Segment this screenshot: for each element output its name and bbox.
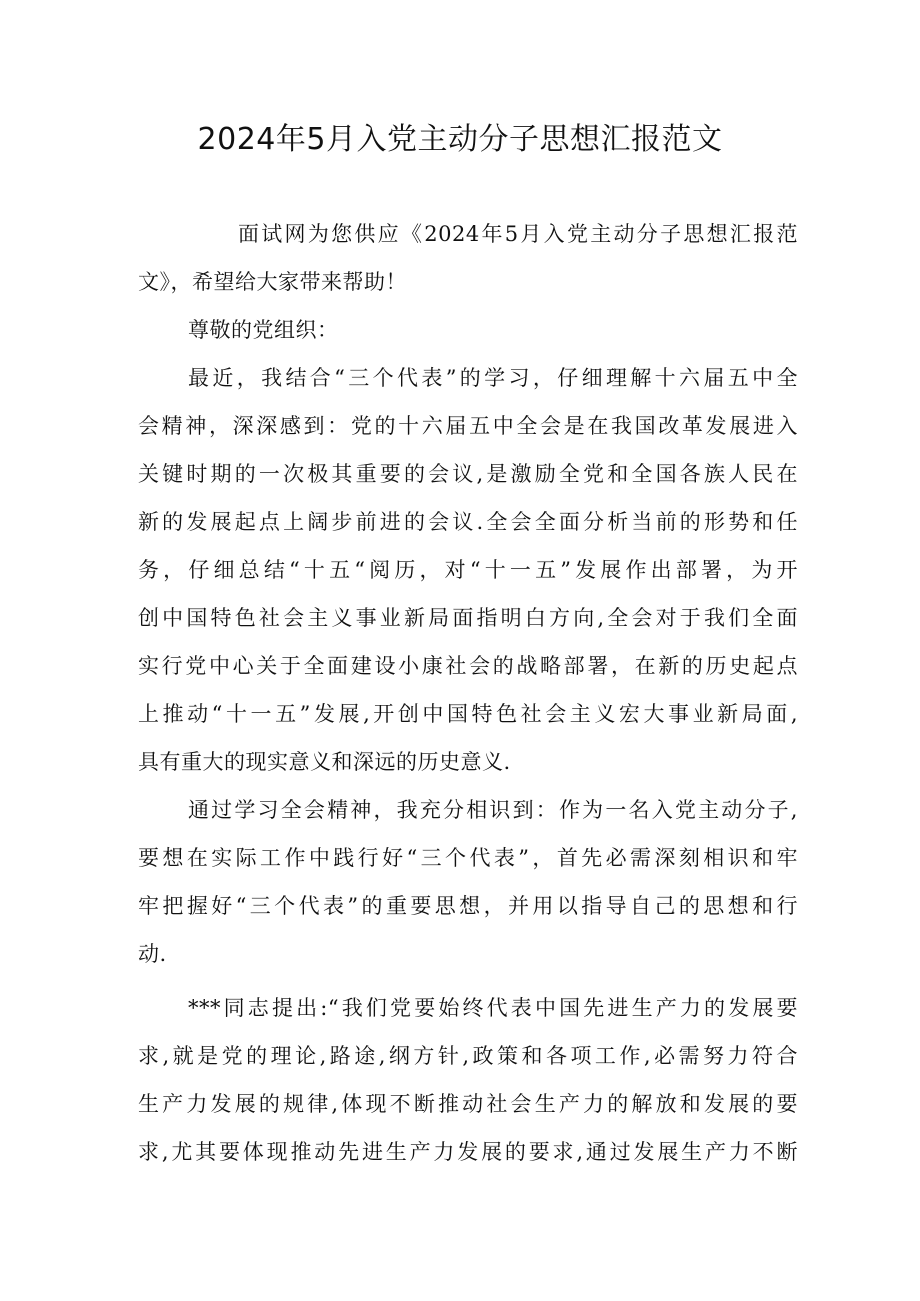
- salutation: 尊敬的党组织：: [188, 318, 339, 342]
- paragraph-line: ***同志提出:“我们党要始终代表中国先进生产力的发展要: [188, 996, 798, 1020]
- paragraph-line: 通过学习全会精神，我充分相识到：作为一名入党主动分子,: [188, 798, 798, 822]
- paragraph-line: 务，仔细总结“十五“阅历，对“十一五”发展作出部署，为开: [138, 558, 798, 582]
- paragraph-line: 要想在实际工作中践行好“三个代表”，首先必需深刻相识和牢: [138, 846, 798, 870]
- paragraph-line: 新的发展起点上阔步前进的会议.全会全面分析当前的形势和任: [138, 510, 798, 534]
- document-title: 2024年5月入党主动分子思想汇报范文: [197, 122, 723, 157]
- paragraph-line: 面试网为您供应《2024年5月入党主动分子思想汇报范: [238, 222, 798, 246]
- paragraph-line: 关键时期的一次极其重要的会议,是激励全党和全国各族人民在: [138, 462, 798, 486]
- paragraph-line: 文》，希望给大家带来帮助！: [138, 270, 407, 294]
- paragraph-line: 牢把握好“三个代表”的重要思想，并用以指导自己的思想和行: [138, 894, 798, 918]
- paragraph-line: 实行党中心关于全面建设小康社会的战略部署，在新的历史起点: [138, 654, 798, 678]
- paragraph-line: 具有重大的现实意义和深远的历史意义.: [138, 750, 511, 774]
- paragraph-line: 最近，我结合“三个代表”的学习，仔细理解十六届五中全: [188, 366, 798, 390]
- document-body: [138, 210, 798, 1176]
- paragraph-line: 上推动“十一五”发展,开创中国特色社会主义宏大事业新局面,: [138, 702, 798, 726]
- paragraph-line: 求,尤其要体现推动先进生产力发展的要求,通过发展生产力不断: [138, 1140, 798, 1164]
- paragraph-line: 创中国特色社会主义事业新局面指明白方向,全会对于我们全面: [138, 606, 798, 630]
- paragraph-line: 动.: [138, 942, 167, 966]
- paragraph-line: 求,就是党的理论,路途,纲方针,政策和各项工作,必需努力符合: [138, 1044, 798, 1068]
- paragraph-line: 生产力发展的规律,体现不断推动社会生产力的解放和发展的要: [138, 1092, 798, 1116]
- paragraph-line: 会精神，深深感到：党的十六届五中全会是在我国改革发展进入: [138, 414, 798, 438]
